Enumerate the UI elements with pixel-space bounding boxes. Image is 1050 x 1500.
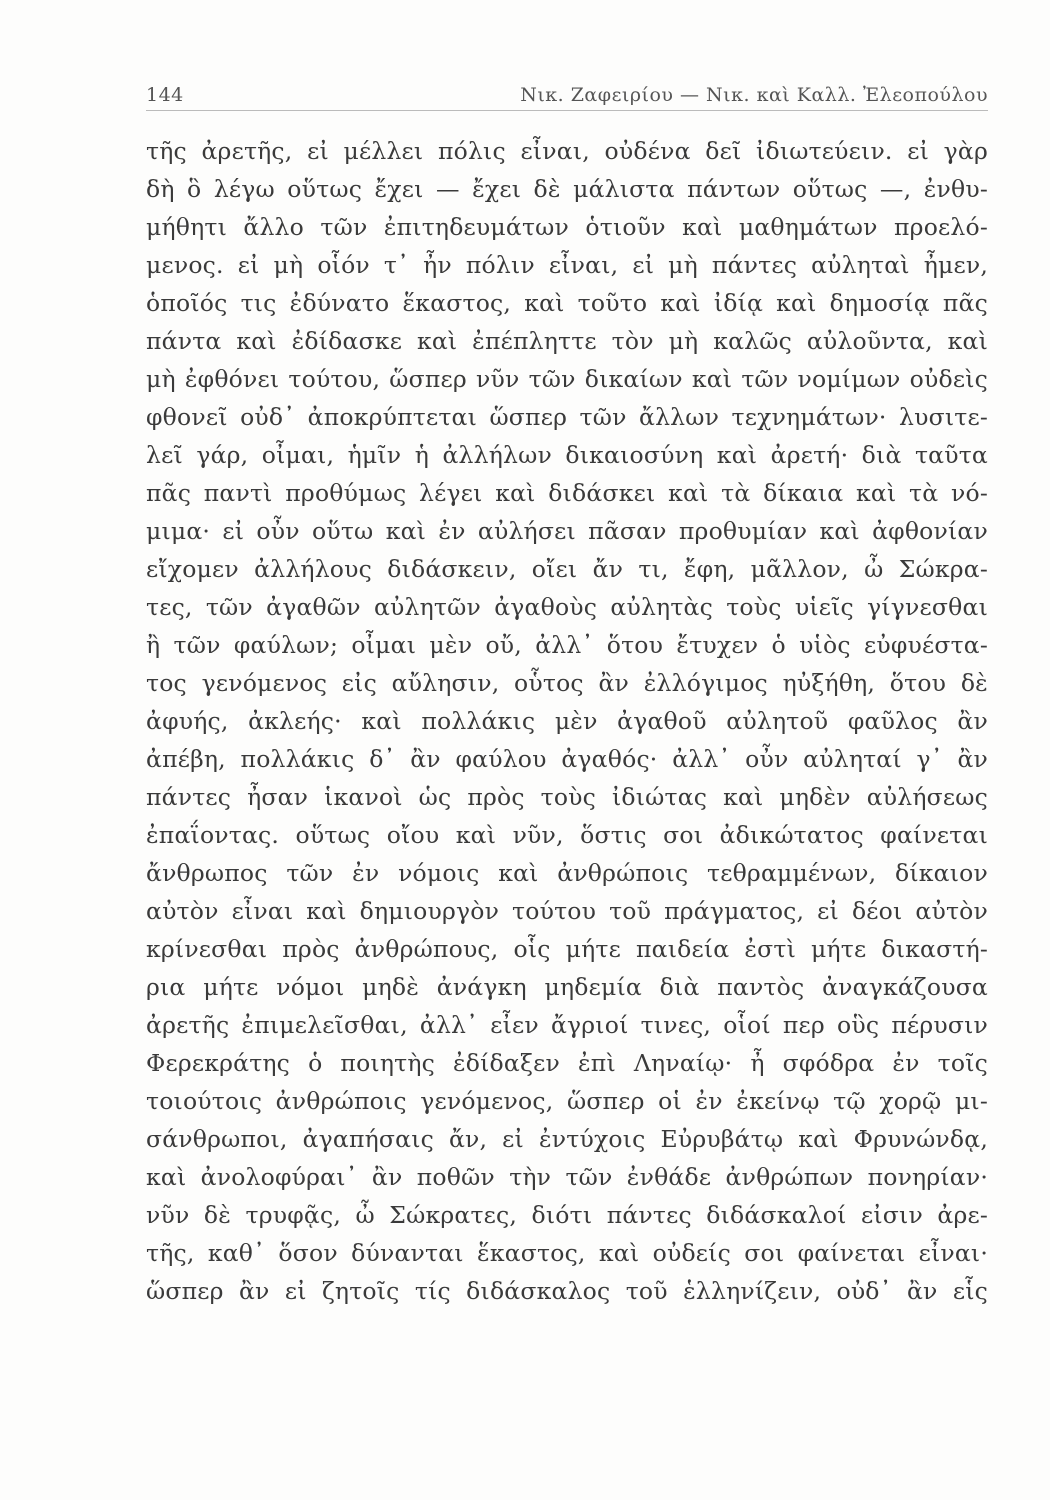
text-line: κρίνεσθαι πρὸς ἀνθρώπους, οἷς μήτε παιδεία ἐστὶ μήτε δικαστή- (146, 935, 988, 963)
text-line: καὶ ἀνολοφύραι᾽ ἂν ποθῶν τὴν τῶν ἐνθάδε ἀνθρώπων πονηρίαν· (146, 1163, 988, 1191)
text-line: ἀρετῆς ἐπιμελεῖσθαι, ἀλλ᾽ εἶεν ἄγριοί τινες, οἷοί περ οὓς πέρυσιν (146, 1011, 988, 1039)
text-line: νῦν δὲ τρυφᾷς, ὦ Σώκρατες, διότι πάντες διδάσκαλοί εἰσιν ἀρε- (146, 1201, 988, 1229)
header-rule (146, 110, 988, 111)
text-line: ἐπαΐοντας. οὕτως οἴου καὶ νῦν, ὅστις σοι ἀδικώτατος φαίνεται (146, 821, 988, 849)
text-line: τῆς ἀρετῆς, εἰ μέλλει πόλις εἶναι, οὐδένα δεῖ ἰδιωτεύειν. εἰ γὰρ (146, 137, 988, 165)
text-line: φθονεῖ οὐδ᾽ ἀποκρύπτεται ὥσπερ τῶν ἄλλων τεχνημάτων· λυσιτε- (146, 403, 988, 431)
text-line: Φερεκράτης ὁ ποιητὴς ἐδίδαξεν ἐπὶ Ληναίῳ· ἦ σφόδρα ἐν τοῖς (146, 1049, 988, 1077)
text-line: μὴ ἐφθόνει τούτου, ὥσπερ νῦν τῶν δικαίων καὶ τῶν νομίμων οὐδεὶς (146, 365, 988, 393)
text-line: ἄνθρωπος τῶν ἐν νόμοις καὶ ἀνθρώποις τεθραμμένων, δίκαιον (146, 859, 988, 887)
text-line: τος γενόμενος εἰς αὔλησιν, οὗτος ἂν ἐλλόγιμος ηὐξήθη, ὅτου δὲ (146, 669, 988, 697)
text-line: μιμα· εἰ οὖν οὕτω καὶ ἐν αὐλήσει πᾶσαν προθυμίαν καὶ ἀφθονίαν (146, 517, 988, 545)
text-line: ὥσπερ ἂν εἰ ζητοῖς τίς διδάσκαλος τοῦ ἑλληνίζειν, οὐδ᾽ ἂν εἷς (146, 1277, 988, 1305)
text-line: σάνθρωποι, ἀγαπήσαις ἄν, εἰ ἐντύχοις Εὐρυβάτῳ καὶ Φρυνώνδᾳ, (146, 1125, 988, 1153)
text-line: πάντες ἦσαν ἱκανοὶ ὡς πρὸς τοὺς ἰδιώτας καὶ μηδὲν αὐλήσεως (146, 783, 988, 811)
text-line: τες, τῶν ἀγαθῶν αὐλητῶν ἀγαθοὺς αὐλητὰς τοὺς υἱεῖς γίγνεσθαι (146, 593, 988, 621)
running-title: Νικ. Ζαφειρίου — Νικ. καὶ Καλλ. Ἐλεοπούλου (520, 84, 988, 106)
text-line: μενος. εἰ μὴ οἷόν τ᾽ ἦν πόλιν εἶναι, εἰ μὴ πάντες αὐληταὶ ἦμεν, (146, 251, 988, 279)
text-line: τῆς, καθ᾽ ὅσον δύνανται ἕκαστος, καὶ οὐδείς σοι φαίνεται εἶναι· (146, 1239, 988, 1267)
text-line: πᾶς παντὶ προθύμως λέγει καὶ διδάσκει καὶ τὰ δίκαια καὶ τὰ νό- (146, 479, 988, 507)
text-line: τοιούτοις ἀνθρώποις γενόμενος, ὥσπερ οἱ ἐν ἐκείνῳ τῷ χορῷ μι- (146, 1087, 988, 1115)
text-line: ὁποῖός τις ἐδύνατο ἕκαστος, καὶ τοῦτο καὶ ἰδίᾳ καὶ δημοσίᾳ πᾶς (146, 289, 988, 317)
body-text (146, 132, 988, 1310)
text-line: πάντα καὶ ἐδίδασκε καὶ ἐπέπληττε τὸν μὴ καλῶς αὐλοῦντα, καὶ (146, 327, 988, 355)
running-head (146, 72, 988, 106)
text-line: ἢ τῶν φαύλων; οἶμαι μὲν οὔ, ἀλλ᾽ ὅτου ἔτυχεν ὁ υἱὸς εὐφυέστα- (146, 631, 988, 659)
text-line: ἀπέβη, πολλάκις δ᾽ ἂν φαύλου ἀγαθός· ἀλλ᾽ οὖν αὐληταί γ᾽ ἂν (146, 745, 988, 773)
page-number: 144 (146, 84, 184, 106)
text-line: μήθητι ἄλλο τῶν ἐπιτηδευμάτων ὁτιοῦν καὶ μαθημάτων προελό- (146, 213, 988, 241)
text-line: ρια μήτε νόμοι μηδὲ ἀνάγκη μηδεμία διὰ παντὸς ἀναγκάζουσα (146, 973, 988, 1001)
text-line: δὴ ὃ λέγω οὕτως ἔχει — ἔχει δὲ μάλιστα πάντων οὕτως —, ἐνθυ- (146, 175, 988, 203)
text-line: αὐτὸν εἶναι καὶ δημιουργὸν τούτου τοῦ πράγματος, εἰ δέοι αὐτὸν (146, 897, 988, 925)
text-line: ἀφυής, ἀκλεής· καὶ πολλάκις μὲν ἀγαθοῦ αὐλητοῦ φαῦλος ἂν (146, 707, 988, 735)
text-line: εἴχομεν ἀλλήλους διδάσκειν, οἴει ἄν τι, ἔφη, μᾶλλον, ὦ Σώκρα- (146, 555, 988, 583)
text-line: λεῖ γάρ, οἶμαι, ἡμῖν ἡ ἀλλήλων δικαιοσύνη καὶ ἀρετή· διὰ ταῦτα (146, 441, 988, 469)
